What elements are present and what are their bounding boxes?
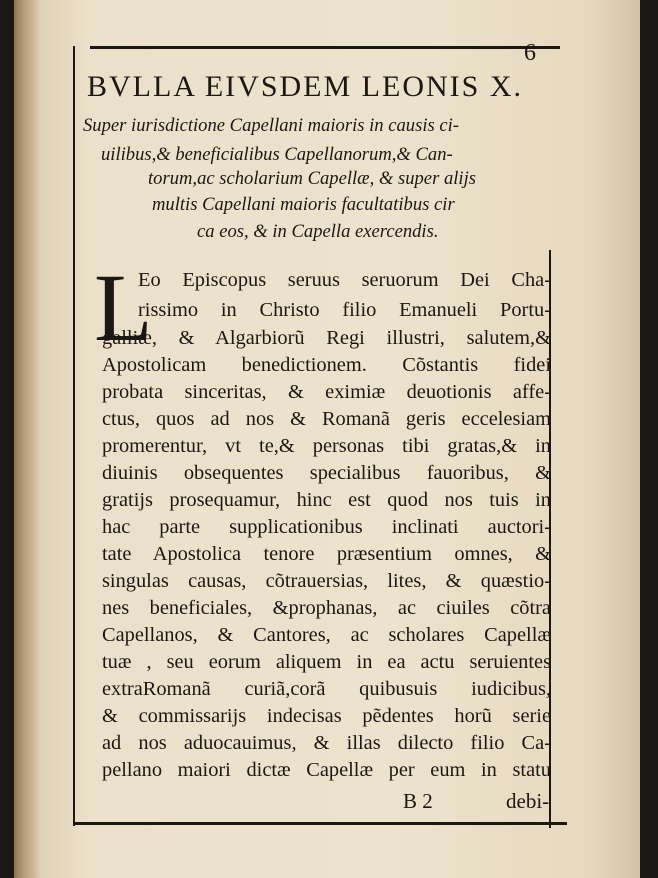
signature-mark: B 2 bbox=[403, 789, 433, 813]
bottom-rule bbox=[73, 822, 567, 825]
body-line: probata sinceritas, & eximiæ deuotionis affe- bbox=[102, 381, 551, 403]
subtitle-line: torum,ac scholarium Capellæ, & super alijs bbox=[148, 168, 476, 189]
body-line: & commissarijs indecisas pẽdentes horũ serie bbox=[102, 705, 551, 727]
subtitle-line: ca eos, & in Capella exercendis. bbox=[197, 221, 439, 242]
body-line: ctus, quos ad nos & Romanã geris eccelesiam bbox=[102, 408, 551, 430]
body-line: singulas causas, cõtrauersias, lites, & quæstio- bbox=[102, 570, 551, 592]
body-line: rissimo in Christo filio Emanueli Portu- bbox=[138, 299, 551, 321]
subtitle-line: multis Capellani maioris facultatibus cir bbox=[152, 194, 455, 215]
page-title: BVLLA EIVSDEM LEONIS X. bbox=[87, 70, 523, 103]
body-line: promerentur, vt te,& personas tibi gratas,& in bbox=[102, 435, 551, 457]
top-rule bbox=[90, 46, 560, 49]
body-line: galliæ, & Algarbiorũ Regi illustri, salutem,& bbox=[102, 327, 551, 349]
subtitle-line: uilibus,& beneficialibus Capellanorum,& Can- bbox=[101, 144, 453, 165]
drop-cap: L bbox=[94, 254, 153, 361]
body-line: hac parte supplicationibus inclinati auctori- bbox=[102, 516, 551, 538]
body-line: tate Apostolica tenore præsentium omnes, & bbox=[102, 543, 551, 565]
body-line: tuæ , seu eorum aliquem in ea actu seruientes bbox=[102, 651, 551, 673]
page-gutter-shadow bbox=[14, 0, 40, 878]
subtitle-line: Super iurisdictione Capellani maioris in causis ci- bbox=[83, 115, 459, 136]
left-rule bbox=[73, 46, 75, 826]
page-number: 6 bbox=[524, 40, 536, 66]
body-line: pellano maiori dictæ Capellæ per eum in statu bbox=[102, 759, 551, 781]
body-line: Eo Episcopus seruus seruorum Dei Cha- bbox=[138, 269, 551, 291]
body-line: gratijs prosequamur, hinc est quod nos tuis in bbox=[102, 489, 551, 511]
body-line: Capellanos, & Cantores, ac scholares Capellæ bbox=[102, 624, 551, 646]
body-line: extraRomanã curiã,corã quibusuis iudicibus, bbox=[102, 678, 551, 700]
body-line: ad nos aduocauimus, & illas dilecto filio Ca- bbox=[102, 732, 551, 754]
catchword: debi- bbox=[506, 789, 550, 813]
body-line: nes beneficiales, &prophanas, ac ciuiles cõtra bbox=[102, 597, 551, 619]
body-line: Apostolicam benedictionem. Cõstantis fidei bbox=[102, 354, 551, 376]
book-page bbox=[14, 0, 640, 878]
body-line: diuinis obsequentes specialibus fauoribus, & bbox=[102, 462, 551, 484]
